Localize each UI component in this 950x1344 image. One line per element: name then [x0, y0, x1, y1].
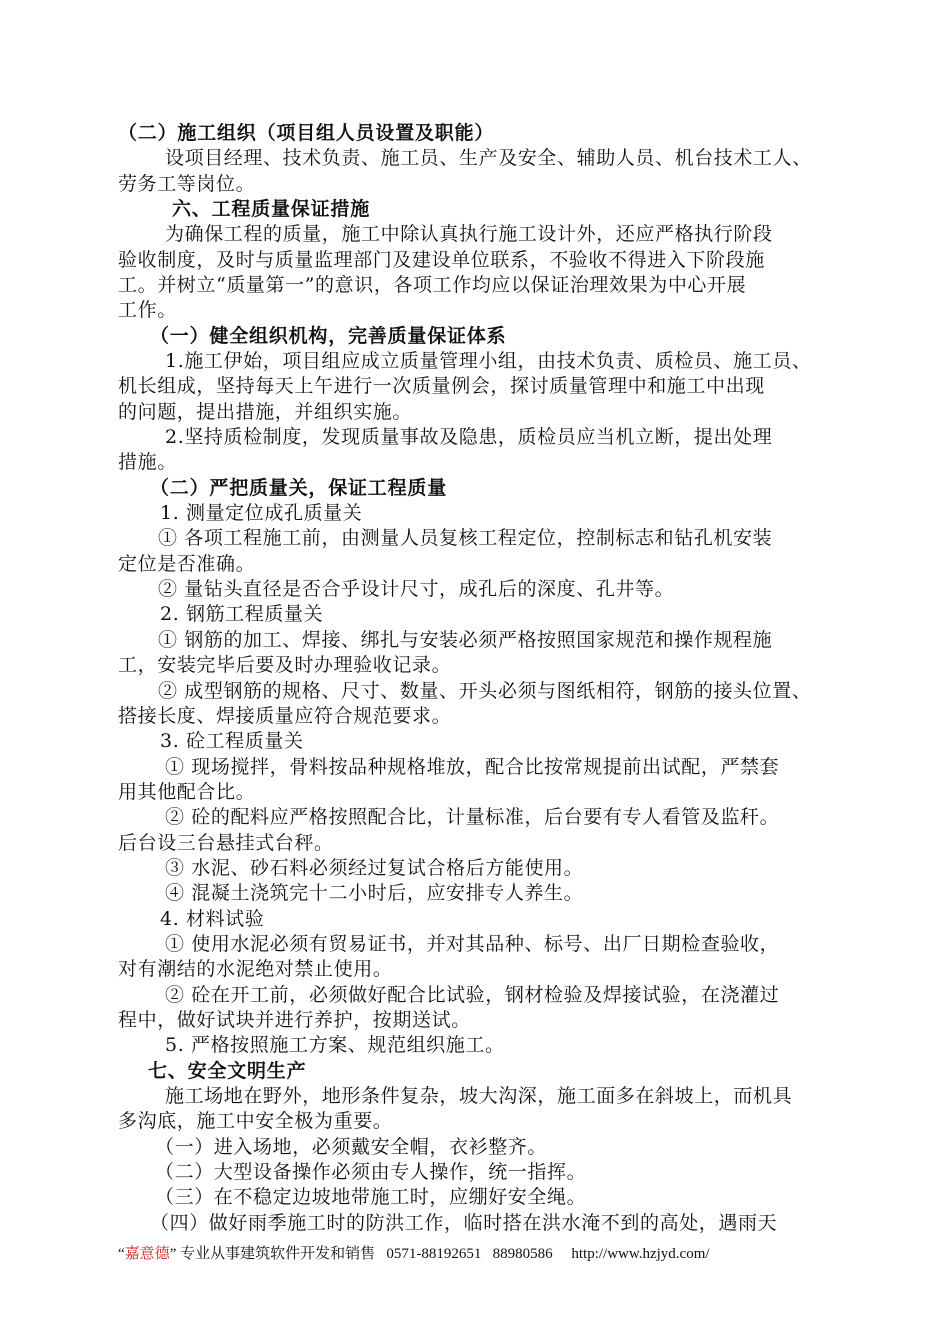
- footer-text: 专业从事建筑软件开发和销售 0571-88192651 88980586 http://www.hzjyd.com/: [176, 1246, 710, 1262]
- list-item: （四）做好雨季施工时的防洪工作，临时搭在洪水淹不到的高处，遇雨天: [150, 1211, 778, 1234]
- list-item: （一）进入场地，必须戴安全帽，衣衫整齐。: [155, 1135, 548, 1158]
- list-item: （三）在不稳定边坡地带施工时，应绷好安全绳。: [155, 1186, 587, 1209]
- paragraph-line: 措施。: [118, 451, 177, 474]
- list-item: 3. 砼工程质量关: [160, 730, 304, 753]
- paragraph-line: 施工场地在野外，地形条件复杂，坡大沟深，施工面多在斜坡上，而机具: [165, 1084, 793, 1107]
- section-heading: （一）健全组织机构，完善质量保证体系: [150, 324, 507, 347]
- paragraph-line: 工，安装完毕后要及时办理验收记录。: [118, 654, 452, 677]
- paragraph-line: 后台设三台悬挂式台秤。: [118, 831, 334, 854]
- paragraph-line: 1.施工伊始，项目组应成立质量管理小组，由技术负责、质检员、施工员、: [165, 350, 812, 373]
- list-item: 4. 材料试验: [160, 907, 265, 930]
- chapter-heading: 六、工程质量保证措施: [172, 198, 371, 221]
- footer-brand: 嘉意德: [124, 1246, 170, 1262]
- paragraph-line: 对有潮结的水泥绝对禁止使用。: [118, 958, 393, 981]
- list-item: （二）大型设备操作必须由专人操作，统一指挥。: [155, 1160, 587, 1183]
- paragraph-line: 的问题，提出措施，并组织实施。: [118, 400, 413, 423]
- page-footer: [118, 1242, 710, 1263]
- list-item: 2. 钢筋工程质量关: [160, 603, 324, 626]
- paragraph-line: 工作。: [118, 299, 177, 322]
- list-item: ② 成型钢筋的规格、尺寸、数量、开头必须与图纸相符，钢筋的接头位置、: [158, 679, 812, 702]
- list-item: 5. 严格按照施工方案、规范组织施工。: [165, 1034, 505, 1057]
- list-item: ① 现场搅拌，骨料按品种规格堆放，配合比按常规提前出试配，严禁套: [165, 755, 780, 778]
- list-item: ② 量钻头直径是否合乎设计尺寸，成孔后的深度、孔井等。: [158, 578, 675, 601]
- paragraph-line: 多沟底，施工中安全极为重要。: [118, 1110, 393, 1133]
- footer-quote-close: ”: [169, 1246, 177, 1262]
- paragraph-line: 程中，做好试块并进行养护，按期送试。: [118, 1008, 471, 1031]
- list-item: 1. 测量定位成孔质量关: [160, 502, 363, 525]
- list-item: ② 砼的配料应严格按照配合比，计量标准，后台要有专人看管及监秆。: [165, 806, 780, 829]
- paragraph-line: 劳务工等岗位。: [118, 172, 256, 195]
- paragraph-line: 用其他配合比。: [118, 780, 256, 803]
- paragraph-line: 验收制度，及时与质量监理部门及建设单位联系，不验收不得进入下阶段施: [118, 248, 765, 271]
- paragraph-line: 为确保工程的质量，施工中除认真执行施工设计外，还应严格执行阶段: [165, 223, 773, 246]
- section-heading: （二）严把质量关，保证工程质量: [150, 476, 448, 499]
- section-heading: （二）施工组织（项目组人员设置及职能）: [118, 122, 495, 144]
- paragraph-line: 2.坚持质检制度，发现质量事故及隐患，质检员应当机立断，提出处理: [165, 426, 773, 449]
- list-item: ① 各项工程施工前，由测量人员复核工程定位，控制标志和钻孔机安装: [158, 527, 773, 550]
- list-item: ③ 水泥、砂石料必须经过复试合格后方能使用。: [165, 856, 584, 879]
- list-item: ① 钢筋的加工、焊接、绑扎与安装必须严格按照国家规范和操作规程施: [158, 628, 773, 651]
- paragraph-line: 定位是否准确。: [118, 552, 256, 575]
- list-item: ② 砼在开工前，必须做好配合比试验，钢材检验及焊接试验，在浇灌过: [165, 983, 780, 1006]
- list-item: ① 使用水泥必须有贸易证书，并对其品种、标号、出厂日期检查验收，: [165, 932, 780, 955]
- paragraph-line: 机长组成，坚持每天上午进行一次质量例会，探讨质量管理中和施工中出现: [118, 375, 765, 398]
- list-item: ④ 混凝土浇筑完十二小时后，应安排专人养生。: [165, 882, 584, 905]
- paragraph-line: 工。并树立“质量第一”的意识，各项工作均应以保证治理效果为中心开展: [118, 274, 747, 297]
- footer-quote-open: “: [118, 1246, 125, 1262]
- paragraph-line: 搭接长度、焊接质量应符合规范要求。: [118, 704, 452, 727]
- chapter-heading: 七、安全文明生产: [148, 1059, 307, 1082]
- paragraph-line: 设项目经理、技术负责、施工员、生产及安全、辅助人员、机台技术工人、: [165, 147, 812, 170]
